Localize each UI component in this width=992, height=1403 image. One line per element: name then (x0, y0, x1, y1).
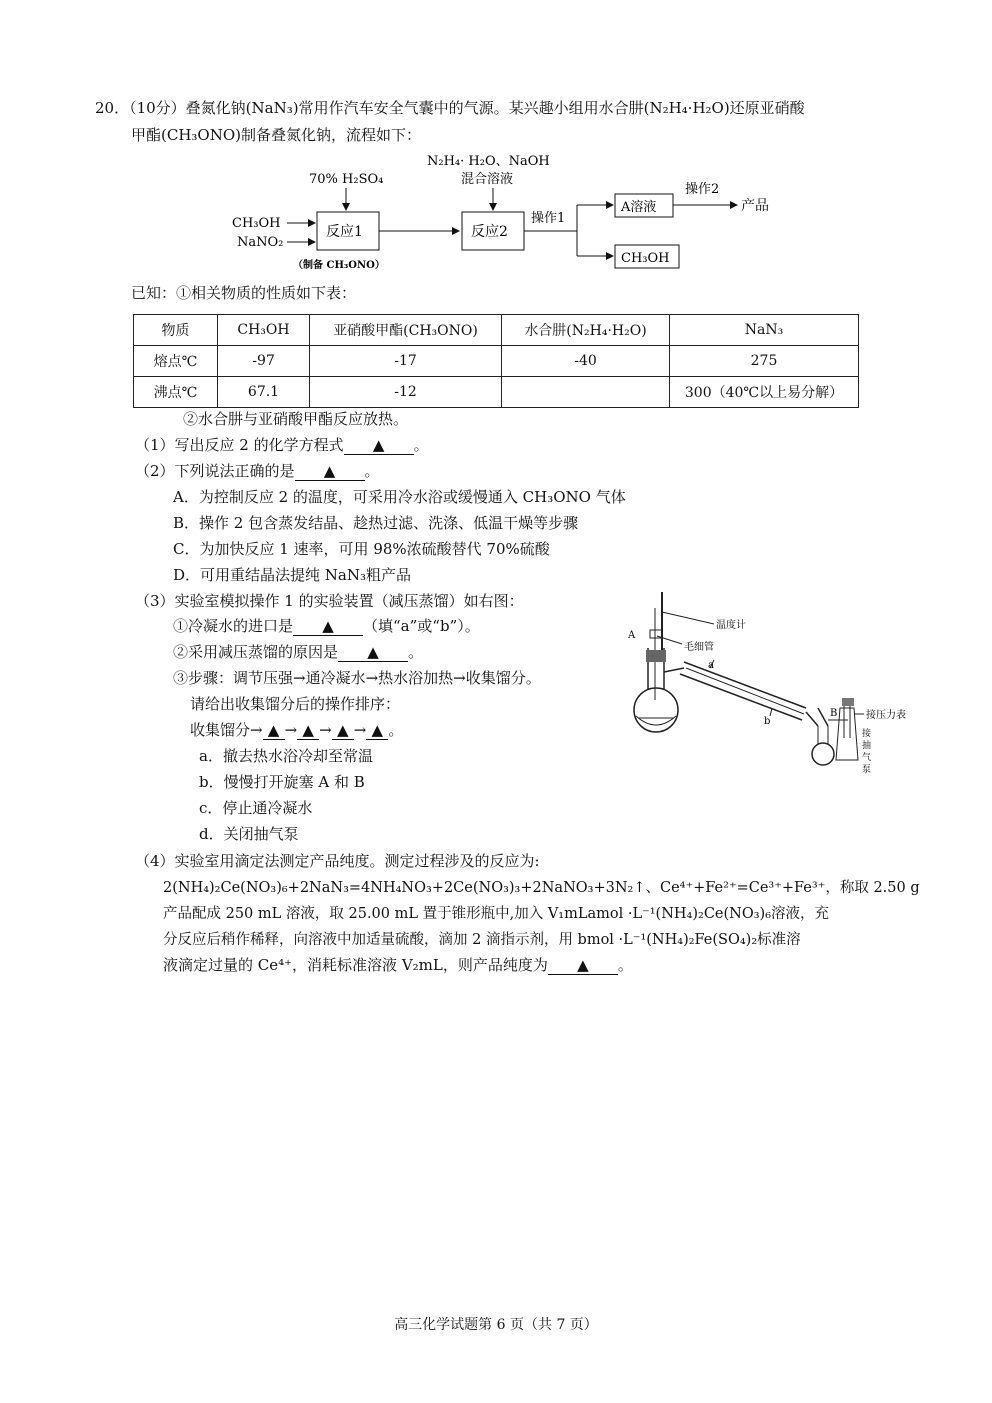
stopcock-b-label: B (830, 708, 838, 719)
question-4-line-2: 2(NH₄)₂Ce(NO₃)₆+2NaN₃=4NH₄NO₃+2Ce(NO₃)₃+2NaNO₃+3N₂↑、Ce⁴⁺+Fe²⁺=Ce³⁺+Fe³⁺，称取 2.50 g (163, 880, 920, 896)
answer-blank[interactable]: ▲ (263, 721, 285, 740)
table-cell: 275 (670, 346, 859, 377)
pump-label-2: 抽 (862, 741, 872, 751)
q3-option-c: c．停止通冷凝水 (199, 799, 313, 817)
table-row (134, 377, 859, 408)
q3-option-b: b．慢慢打开旋塞 A 和 B (199, 773, 365, 791)
table-cell: 熔点℃ (134, 346, 218, 377)
answer-blank[interactable]: ▲ (297, 721, 319, 740)
question-3: （3）实验室模拟操作 1 的实验装置（减压蒸馏）如右图： (135, 592, 524, 610)
distillation-apparatus (622, 588, 922, 788)
operation-2-label: 操作2 (685, 182, 720, 197)
ch3oh-output-label: CH₃OH (621, 251, 670, 266)
question-line-2: 甲酯(CH₃ONO)制备叠氮化钠，流程如下： (131, 126, 421, 144)
table-cell: CH₃OH (218, 315, 310, 346)
question-2: （2）下列说法正确的是 ▲ 。 (135, 462, 380, 480)
pump-label-3: 气 (862, 753, 872, 763)
answer-blank[interactable]: ▲ (548, 956, 618, 975)
stopcock-a-label: A (628, 630, 636, 641)
q2-option-a: A．为控制反应 2 的温度，可采用冷水浴或缓慢通入 CH₃ONO 气体 (173, 488, 626, 506)
q2-option-b: B．操作 2 包含蒸发结晶、趁热过滤、洗涤、低温干燥等步骤 (173, 514, 579, 532)
reagent-h2so4: 70% H₂SO₄ (309, 172, 384, 187)
q3-option-d: d．关闭抽气泵 (199, 825, 299, 843)
table-header-row (134, 315, 859, 346)
table-cell: -97 (218, 346, 310, 377)
table-cell: 水合肼(N₂H₄·H₂O) (502, 315, 670, 346)
answer-blank[interactable]: ▲ (293, 617, 363, 636)
table-cell: -40 (502, 346, 670, 377)
table-cell (502, 377, 670, 408)
q3-sequence: 收集馏分→ ▲ → ▲ → ▲ → ▲ 。 (190, 721, 404, 739)
table-row (134, 346, 859, 377)
operation-1-label: 操作1 (531, 211, 566, 226)
question-4-line-3: 产品配成 250 mL 溶液，取 25.00 mL 置于锥形瓶中,加入 V₁mLamol ·L⁻¹(NH₄)₂Ce(NO₃)₆溶液，充 (163, 906, 830, 922)
reaction-2-label: 反应2 (471, 224, 508, 240)
table-cell: 沸点℃ (134, 377, 218, 408)
known-intro: 已知：①相关物质的性质如下表： (131, 284, 357, 302)
answer-blank[interactable]: ▲ (338, 643, 408, 662)
answer-blank[interactable]: ▲ (295, 462, 365, 481)
table-cell: -17 (310, 346, 502, 377)
question-line-1: 20．（10分）叠氮化钠(NaN₃)常用作汽车安全气囊中的气源。某兴趣小组用水合肼(N₂H₄·H₂O)还原亚硝酸 (95, 99, 805, 117)
table-cell: 67.1 (218, 377, 310, 408)
flow-chart (225, 148, 785, 274)
known-note-2: ②水合肼与亚硝酸甲酯反应放热。 (183, 410, 409, 428)
a-solution-label: A溶液 (621, 200, 657, 215)
q2-option-d: D．可用重结晶法提纯 NaN₃粗产品 (173, 566, 412, 584)
q2-option-c: C．为加快反应 1 速率，可用 98%浓硫酸替代 70%硫酸 (173, 540, 550, 558)
table-cell: NaN₃ (670, 315, 859, 346)
reagent-mixture: 混合溶液 (461, 172, 514, 187)
input-nano2: NaNO₂ (237, 235, 284, 250)
answer-blank[interactable]: ▲ (344, 436, 414, 455)
reagent-hydrazine: N₂H₄· H₂O、NaOH (427, 154, 550, 169)
q3-sub-2: ②采用减压蒸馏的原因是 ▲ 。 (173, 643, 424, 661)
reaction-1-note: （制备 CH₃ONO） (293, 260, 385, 271)
q3-sub-1: ①冷凝水的进口是 ▲ （填“a”或“b”）。 (173, 617, 480, 635)
answer-blank[interactable]: ▲ (366, 721, 388, 740)
input-ch3oh: CH₃OH (232, 216, 281, 231)
pressure-gauge-label: 接压力表 (866, 710, 906, 721)
table-cell: 亚硝酸甲酯(CH₃ONO) (310, 315, 502, 346)
q3-option-a: a．撤去热水浴冷却至常温 (199, 747, 373, 765)
properties-table (133, 314, 859, 408)
question-4-line-1: （4）实验室用滴定法测定产品纯度。测定过程涉及的反应为: (135, 852, 540, 870)
capillary-label: 毛细管 (684, 642, 714, 653)
pump-label-1: 接 (862, 729, 872, 739)
question-1: （1）写出反应 2 的化学方程式 ▲ 。 (135, 436, 429, 454)
pump-label-4: 泵 (862, 765, 872, 775)
answer-blank[interactable]: ▲ (332, 721, 354, 740)
water-port-b: b (764, 716, 771, 727)
question-4-line-5: 液滴定过量的 Ce⁴⁺，消耗标准溶液 V₂mL，则产品纯度为 ▲ 。 (163, 956, 633, 974)
table-cell: -12 (310, 377, 502, 408)
table-cell: 300（40℃以上易分解） (670, 377, 859, 408)
q3-sub-3: ③步骤：调节压强→通冷凝水→热水浴加热→收集馏分。 (173, 669, 541, 687)
reaction-1-label: 反应1 (326, 224, 363, 240)
water-port-a: a (708, 660, 714, 671)
product-label: 产品 (741, 198, 769, 214)
thermometer-label: 温度计 (716, 620, 746, 631)
question-4-line-4: 分反应后稍作稀释，向溶液中加适量硫酸，滴加 2 滴指示剂，用 bmol ·L⁻¹(NH₄)₂Fe(SO₄)₂标准溶 (163, 932, 801, 948)
table-cell: 物质 (134, 315, 218, 346)
page-footer: 高三化学试题第 6 页（共 7 页） (394, 1317, 598, 1333)
q3-sub-3b: 请给出收集馏分后的操作排序： (190, 695, 401, 713)
